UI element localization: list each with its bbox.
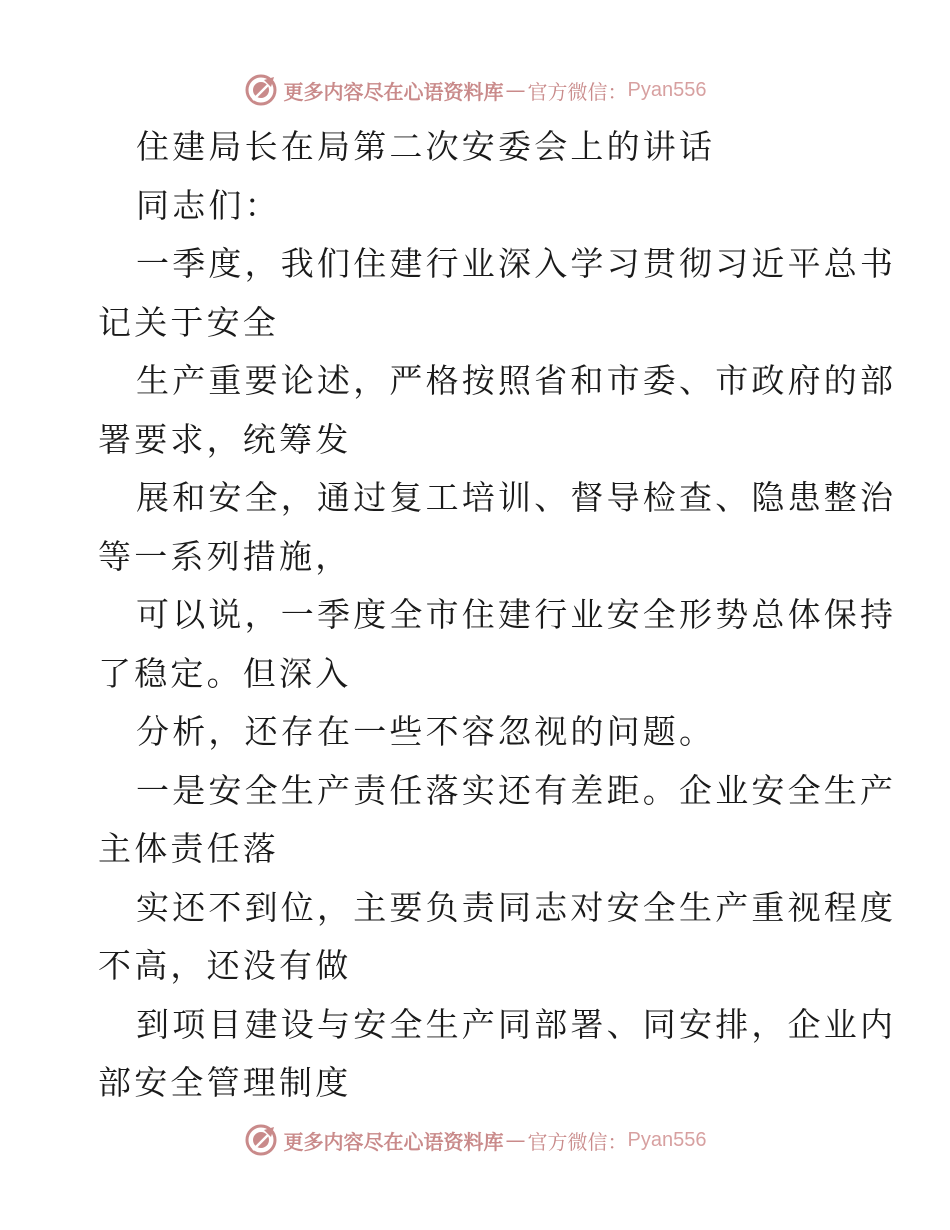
body-line: 等一系列措施， [98, 536, 352, 576]
body-line: 一是安全生产责任落实还有差距。企业安全生产 [136, 770, 897, 810]
body-line: 了稳定。但深入 [98, 653, 352, 693]
body-line: 实还不到位，主要负责同志对安全生产重视程度 [136, 887, 897, 927]
salutation-line: 同志们： [136, 185, 281, 225]
body-line: 不高，还没有做 [98, 946, 352, 985]
header-watermark-banner [0, 70, 950, 110]
banner-account-id: Pyan556 [627, 78, 707, 101]
body-line: 展和安全，通过复工培训、督导检查、隐患整治 [136, 478, 897, 517]
body-line: 记关于安全 [98, 302, 279, 342]
body-line: 可以说，一季度全市住建行业安全形势总体保持 [136, 595, 897, 634]
quill-seal-icon [244, 1123, 278, 1157]
footer-watermark-banner [0, 1120, 950, 1160]
banner-dash: — [505, 78, 526, 102]
document-title: 住建局长在局第二次安委会上的讲话 [136, 127, 716, 166]
body-line: 主体责任落 [98, 829, 279, 868]
banner-account-id: Pyan556 [627, 1128, 707, 1151]
body-line: 到项目建设与安全生产同部署、同安排，企业内 [136, 1004, 897, 1044]
body-line: 一季度，我们住建行业深入学习贯彻习近平总书 [136, 244, 897, 283]
body-line: 分析，还存在一些不容忽视的问题。 [136, 712, 716, 751]
document-body [98, 118, 897, 1113]
banner-brand-text: 更多内容尽在心语资料库 [283, 79, 504, 104]
quill-seal-icon [244, 73, 278, 107]
banner-brand-text: 更多内容尽在心语资料库 [283, 1129, 504, 1154]
banner-wechat-label: 官方微信： [527, 1129, 628, 1154]
body-line: 生产重要论述，严格按照省和市委、市政府的部 [136, 361, 897, 400]
body-line: 署要求，统筹发 [98, 419, 352, 459]
body-line: 部安全管理制度 [98, 1063, 352, 1102]
banner-wechat-label: 官方微信： [527, 79, 628, 104]
banner-dash: — [505, 1128, 526, 1152]
